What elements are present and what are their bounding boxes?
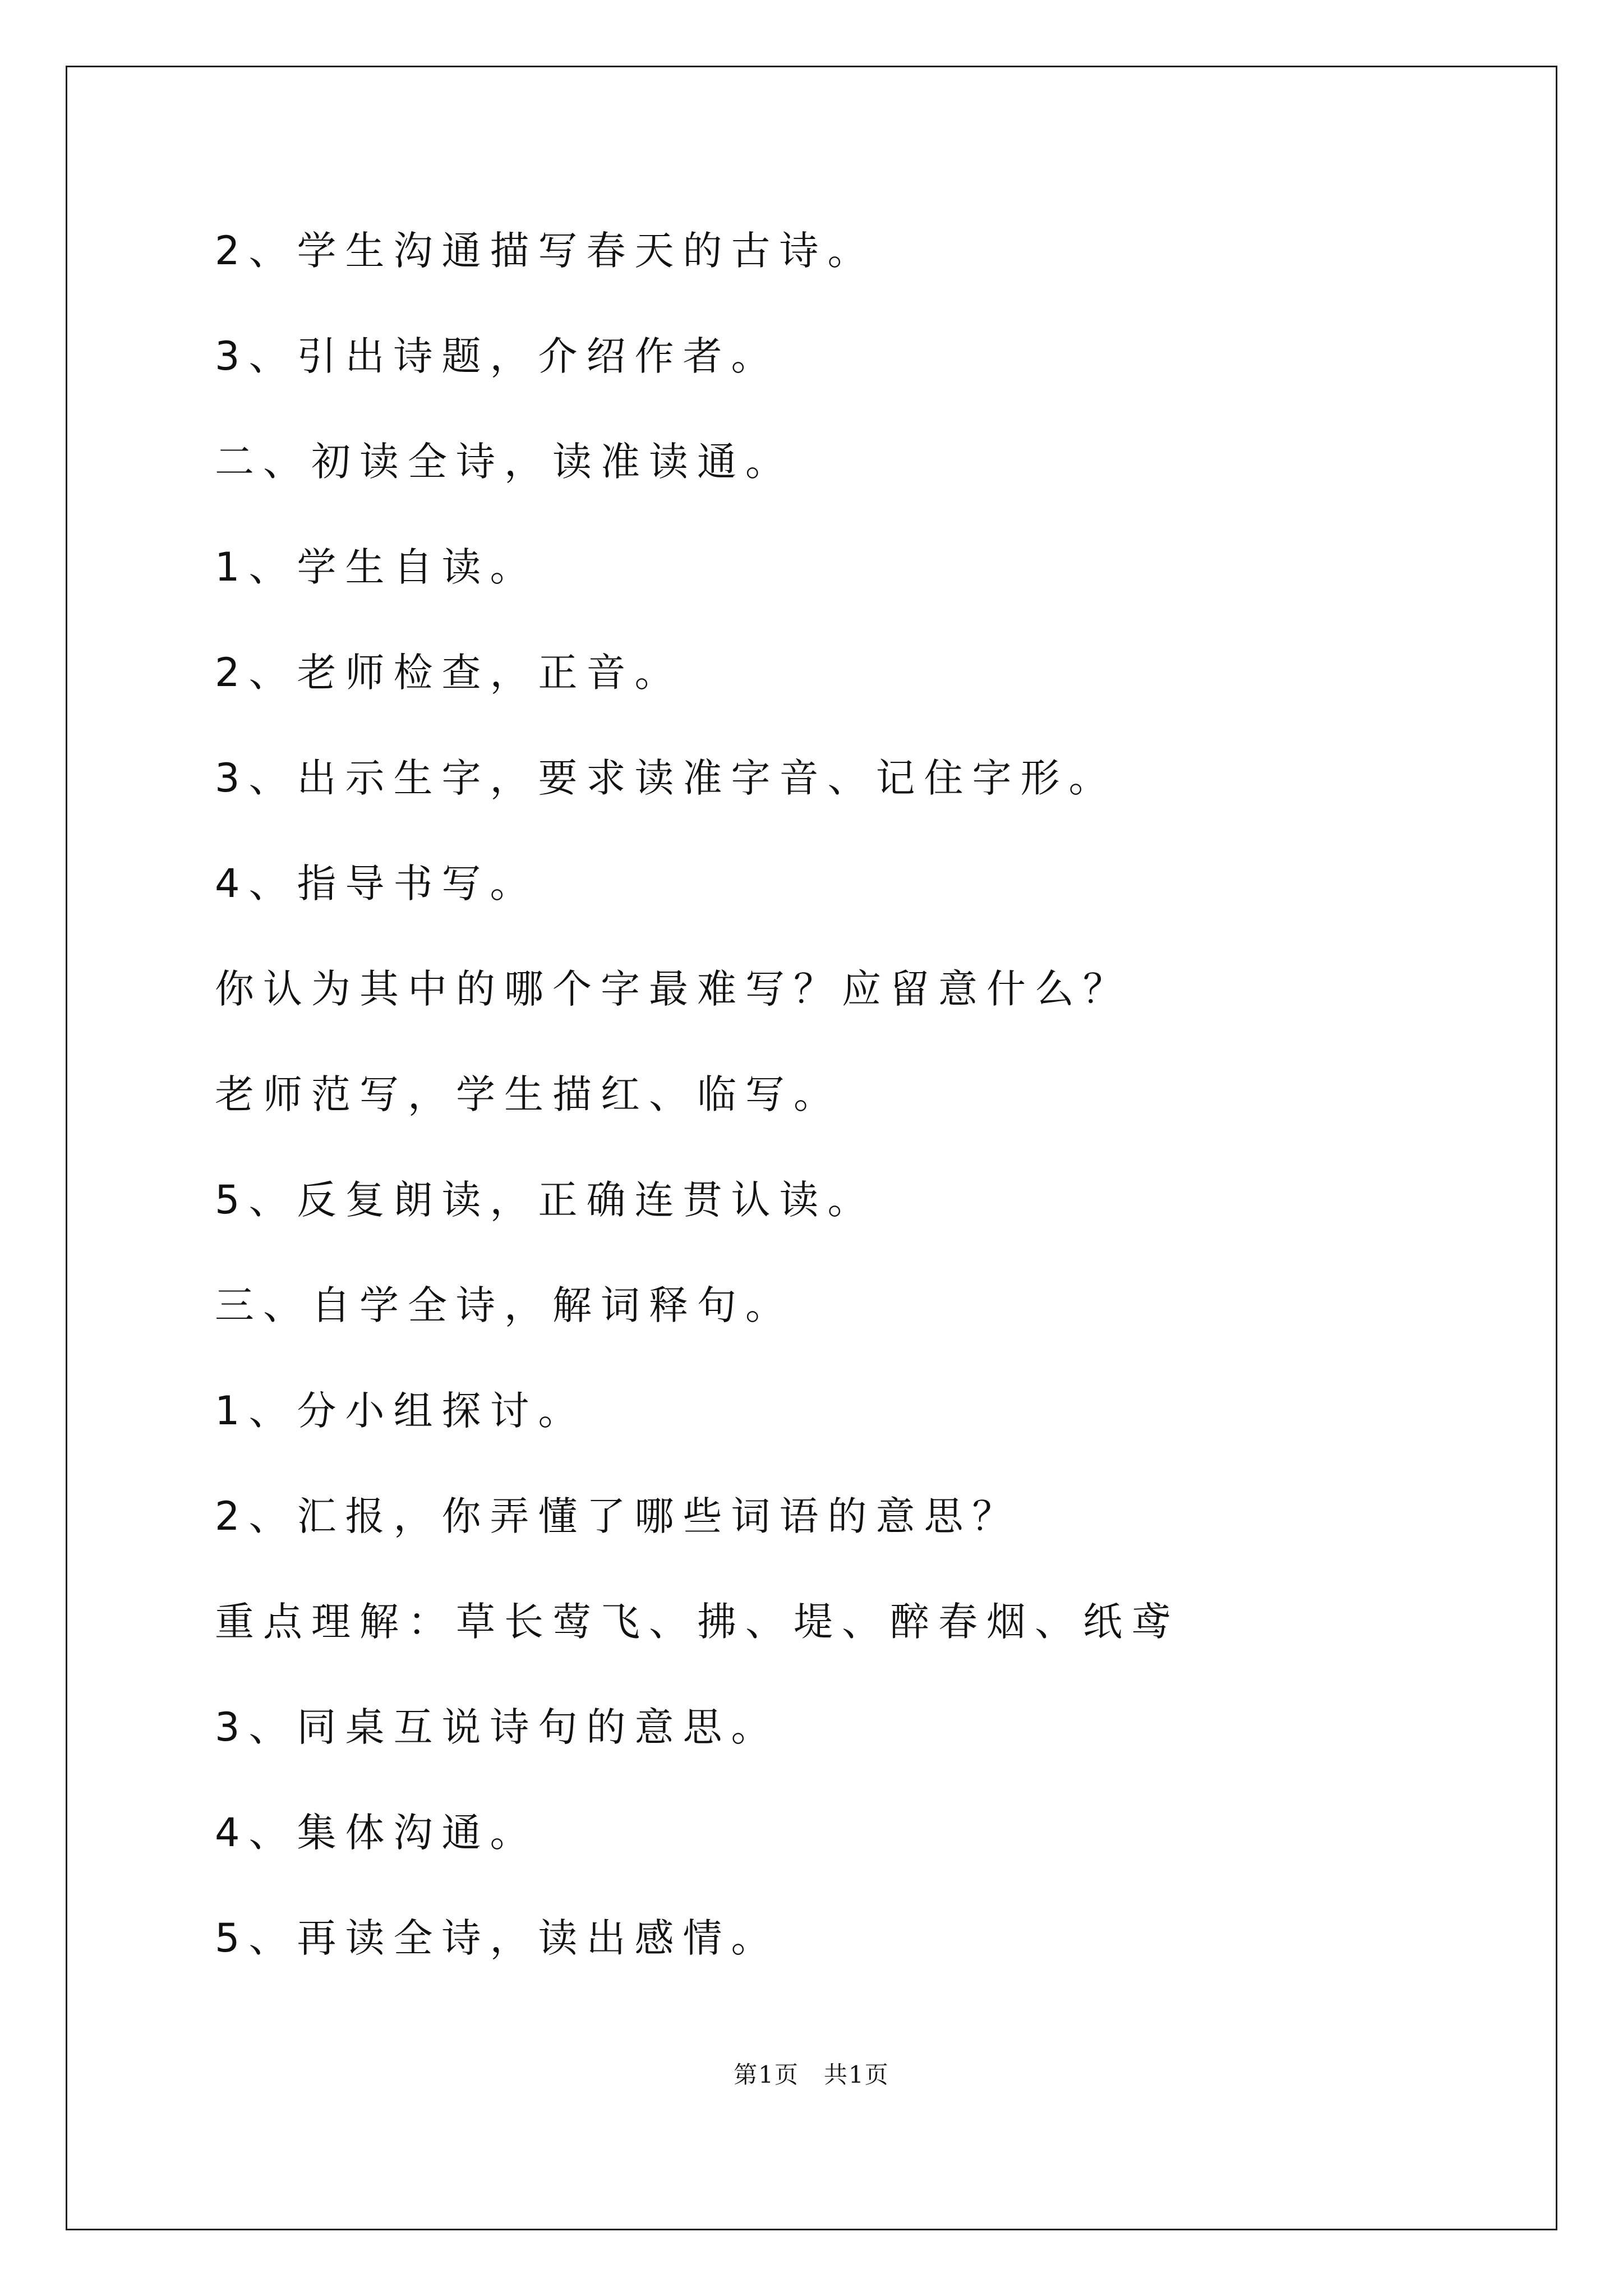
document-line: 老师范写，学生描红、临写。 bbox=[215, 1071, 842, 1117]
document-line: 3、同桌互说诗句的意思。 bbox=[215, 1704, 780, 1750]
document-line: 5、再读全诗，读出感情。 bbox=[215, 1915, 780, 1961]
document-line: 二、初读全诗，读准读通。 bbox=[215, 439, 794, 485]
document-line: 1、分小组探讨。 bbox=[215, 1388, 587, 1434]
document-line: 4、集体沟通。 bbox=[215, 1810, 538, 1856]
document-line: 5、反复朗读，正确连贯认读。 bbox=[215, 1177, 876, 1223]
document-line: 2、学生沟通描写春天的古诗。 bbox=[215, 228, 876, 274]
document-line: 2、汇报，你弄懂了哪些词语的意思？ bbox=[215, 1493, 1021, 1539]
document-line: 2、老师检查，正音。 bbox=[215, 650, 683, 696]
document-line: 三、自学全诗，解词释句。 bbox=[215, 1282, 794, 1328]
document-line: 1、学生自读。 bbox=[215, 544, 538, 590]
document-line: 重点理解：草长莺飞、拂、堤、醉春烟、纸鸢 bbox=[215, 1599, 1179, 1645]
page-number-footer: 第1页 共1页 bbox=[734, 2061, 889, 2088]
document-line: 你认为其中的哪个字最难写？应留意什么？ bbox=[215, 966, 1131, 1012]
document-line: 3、出示生字，要求读准字音、记住字形。 bbox=[215, 755, 1117, 801]
document-line: 3、引出诗题，介绍作者。 bbox=[215, 333, 780, 379]
document-line: 4、指导书写。 bbox=[215, 861, 538, 907]
